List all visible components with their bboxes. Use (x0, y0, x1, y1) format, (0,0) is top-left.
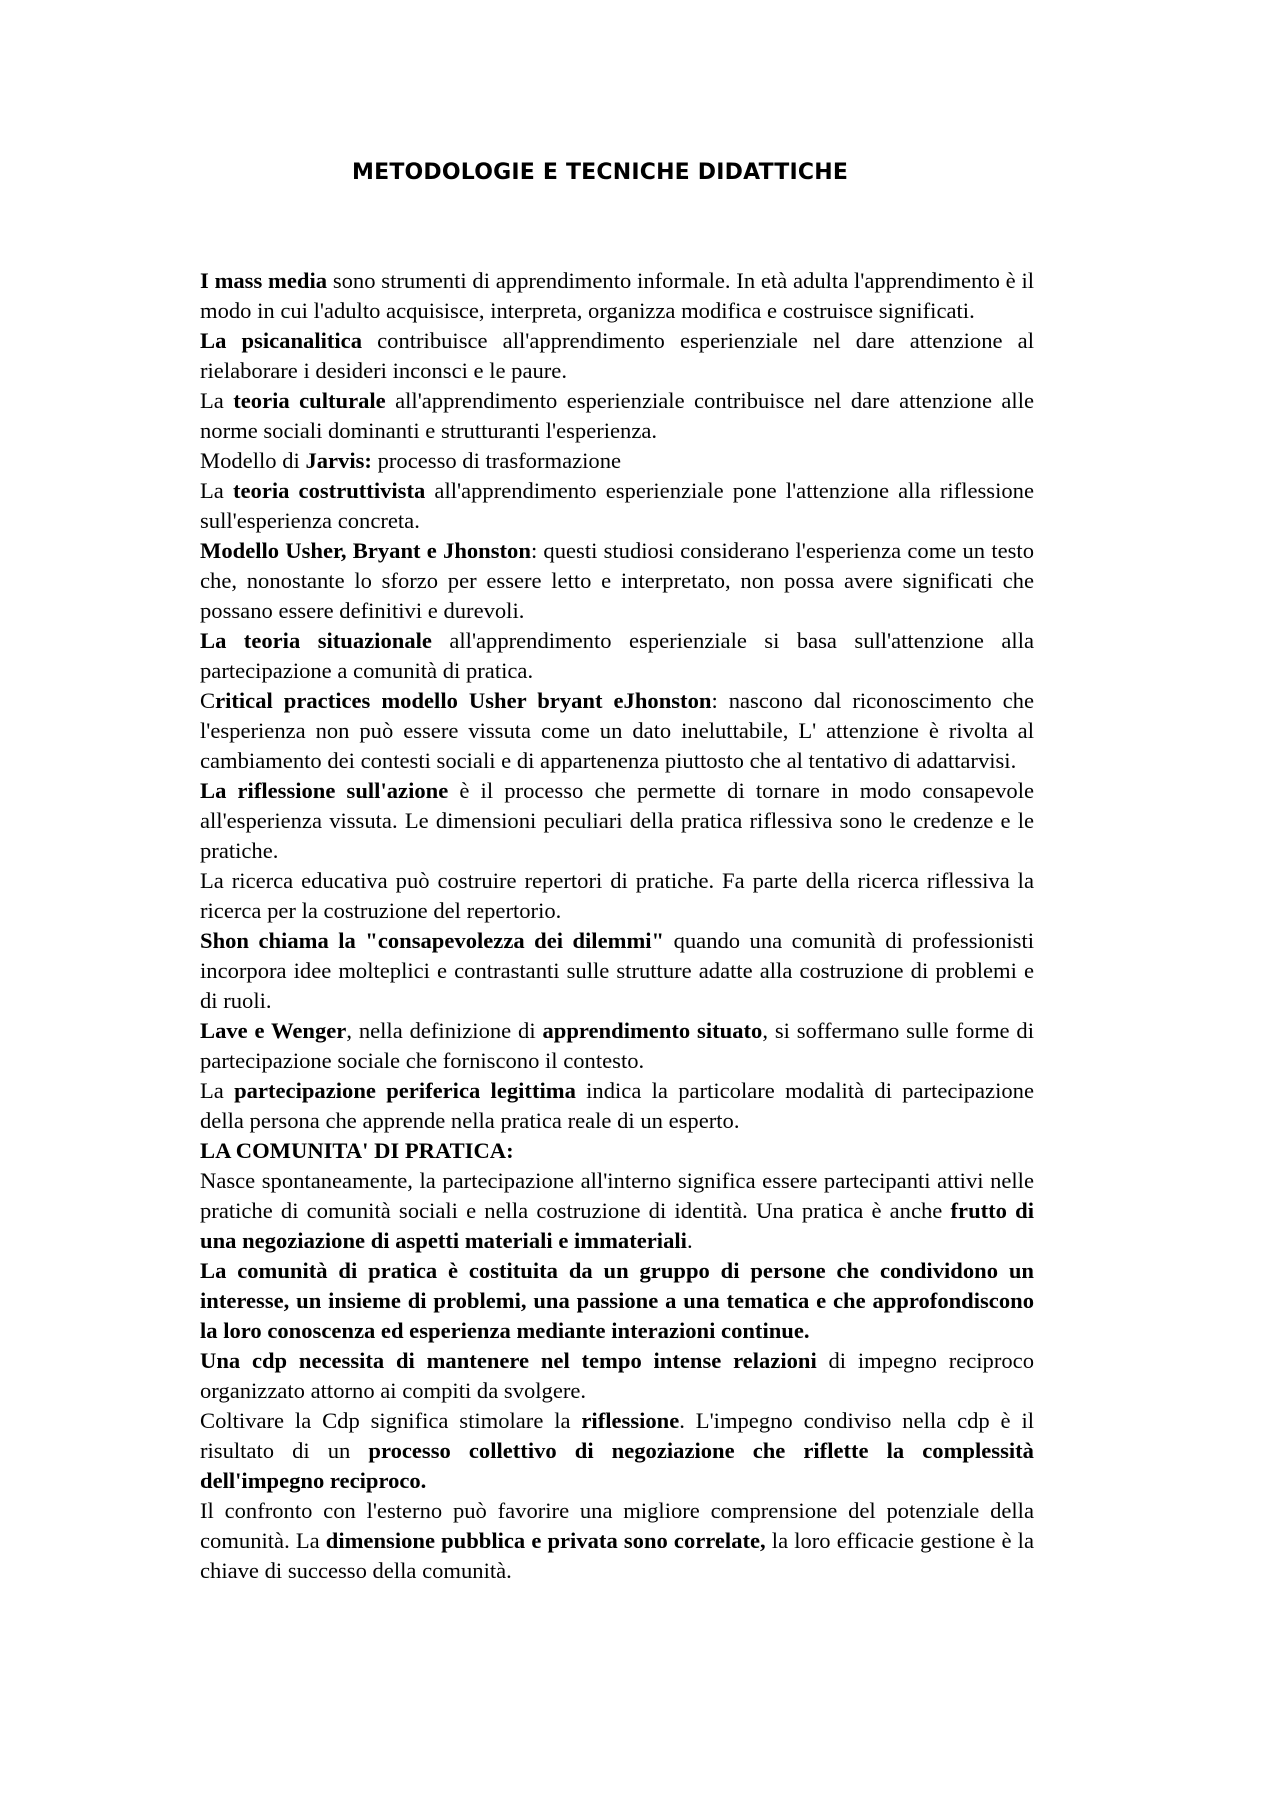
text-run: La ricerca educativa può costruire repertori di pratiche. Fa parte della ricerca riflessiva la ricerca per la costruzione del repertorio. (200, 868, 1034, 923)
paragraph (200, 1166, 1034, 1256)
bold-text-run: La psicanalitica (200, 328, 362, 353)
bold-text-run: I mass media (200, 268, 328, 293)
text-run: quando una comunità di professionisti incorpora idee molteplici e contrastanti sulle strutture adatte alla costruzione di problemi e di ruoli. (200, 928, 1035, 1013)
text-run: : nascono dal riconoscimento che l'esperienza non può essere vissuta come un dato ineluttabile, L' attenzione è rivolta al cambiamento dei contesti sociali e di appartenenza piuttosto che al tentativo di adattarvisi. (200, 688, 1034, 773)
bold-text-run: apprendimento situato (542, 1018, 763, 1043)
text-run: all'apprendimento esperienziale pone l'attenzione alla riflessione sull'esperienza concreta. (200, 478, 1034, 533)
bold-text-run: LA COMUNITA' DI PRATICA: (200, 1138, 514, 1163)
bold-text-run: riflessione (581, 1408, 680, 1433)
bold-text-run: teoria costruttivista (232, 478, 426, 503)
bold-text-run: Shon chiama la "consapevolezza dei dilemmi" (200, 928, 665, 953)
text-run: La (200, 1078, 235, 1103)
text-run: Nasce spontaneamente, la partecipazione all'interno significa essere partecipanti attivi nelle pratiche di comunità sociali e nella costruzione di identità. Una pratica è anche (200, 1168, 1034, 1223)
text-run: : questi studiosi considerano l'esperienza come un testo che, nonostante lo sforzo per essere letto e interpretato, non possa avere significati che possano essere definitivi e durevoli. (200, 538, 1034, 623)
paragraph (200, 1406, 1034, 1496)
text-run: . (686, 1228, 693, 1253)
text-run: contribuisce all'apprendimento esperienziale nel dare attenzione al rielaborare i desideri inconsci e le paure. (200, 328, 1034, 383)
paragraph (200, 1346, 1034, 1406)
text-run: C (200, 688, 216, 713)
text-run: Il confronto con l'esterno può favorire una migliore comprensione del potenziale della comunità. La (200, 1498, 1034, 1553)
text-run: all'apprendimento esperienziale si basa sull'attenzione alla partecipazione a comunità di pratica. (200, 628, 1034, 683)
paragraph (200, 1256, 1034, 1346)
text-run: La (200, 478, 233, 503)
paragraph (200, 866, 1034, 926)
text-run: , si soffermano sulle forme di partecipazione sociale che forniscono il contesto. (200, 1018, 1034, 1073)
paragraph (200, 776, 1034, 866)
bold-text-run: Lave e Wenger (200, 1018, 347, 1043)
text-run: . L'impegno condiviso nella cdp è il risultato di un (200, 1408, 1034, 1463)
text-run: la loro efficacie gestione è la chiave di successo della comunità. (200, 1528, 1034, 1583)
text-run: processo di trasformazione (371, 448, 622, 473)
bold-text-run: La teoria situazionale (200, 628, 432, 653)
paragraph (200, 386, 1034, 446)
bold-text-run: partecipazione periferica legittima (234, 1078, 576, 1103)
text-run: di impegno reciproco organizzato attorno ai compiti da svolgere. (200, 1348, 1034, 1403)
document-body (200, 266, 1034, 1586)
text-run: Modello di (200, 448, 306, 473)
paragraph (200, 1136, 1034, 1166)
text-run: La (200, 388, 234, 413)
paragraph (200, 686, 1034, 776)
bold-text-run: dimensione pubblica e privata sono correlate, (325, 1528, 766, 1553)
paragraph (200, 626, 1034, 686)
bold-text-run: La comunità di pratica è costituita da un gruppo di persone che condividono un interesse, un insieme di problemi, una passione a una tematica e che approfondiscono la loro conoscenza ed esperienza mediante interazioni continue. (200, 1258, 1034, 1343)
bold-text-run: teoria culturale (233, 388, 386, 413)
paragraph (200, 446, 1034, 476)
text-run: indica la particolare modalità di partecipazione della persona che apprende nella pratica reale di un esperto. (200, 1078, 1034, 1133)
bold-text-run: processo collettivo di negoziazione che riflette la complessità dell'impegno reciproco. (200, 1438, 1034, 1493)
text-run: all'apprendimento esperienziale contribuisce nel dare attenzione alle norme sociali dominanti e strutturanti l'esperienza. (200, 388, 1034, 443)
bold-text-run: ritical practices modello Usher bryant eJhonston (215, 688, 712, 713)
document-title: METODOLOGIE E TECNICHE DIDATTICHE (352, 160, 849, 185)
bold-text-run: La riflessione sull'azione (200, 778, 449, 803)
bold-text-run: Modello Usher, Bryant e Jhonston (200, 538, 531, 563)
paragraph (200, 1016, 1034, 1076)
text-run: Coltivare la Cdp significa stimolare la (200, 1408, 582, 1433)
paragraph (200, 266, 1034, 326)
bold-text-run: Una cdp necessita di mantenere nel tempo intense relazioni (200, 1348, 817, 1373)
bold-text-run: Jarvis: (305, 448, 372, 473)
text-run: è il processo che permette di tornare in modo consapevole all'esperienza vissuta. Le dimensioni peculiari della pratica riflessiva sono le credenze e le pratiche. (200, 778, 1034, 863)
text-run: sono strumenti di apprendimento informale. In età adulta l'apprendimento è il modo in cui l'adulto acquisisce, interpreta, organizza modifica e costruisce significati. (200, 268, 1034, 323)
paragraph (200, 476, 1034, 536)
paragraph (200, 926, 1034, 1016)
paragraph (200, 326, 1034, 386)
paragraph (200, 1496, 1034, 1586)
paragraph (200, 1076, 1034, 1136)
text-run: , nella definizione di (346, 1018, 543, 1043)
paragraph (200, 536, 1034, 626)
bold-text-run: frutto di una negoziazione di aspetti materiali e immateriali (200, 1198, 1034, 1253)
